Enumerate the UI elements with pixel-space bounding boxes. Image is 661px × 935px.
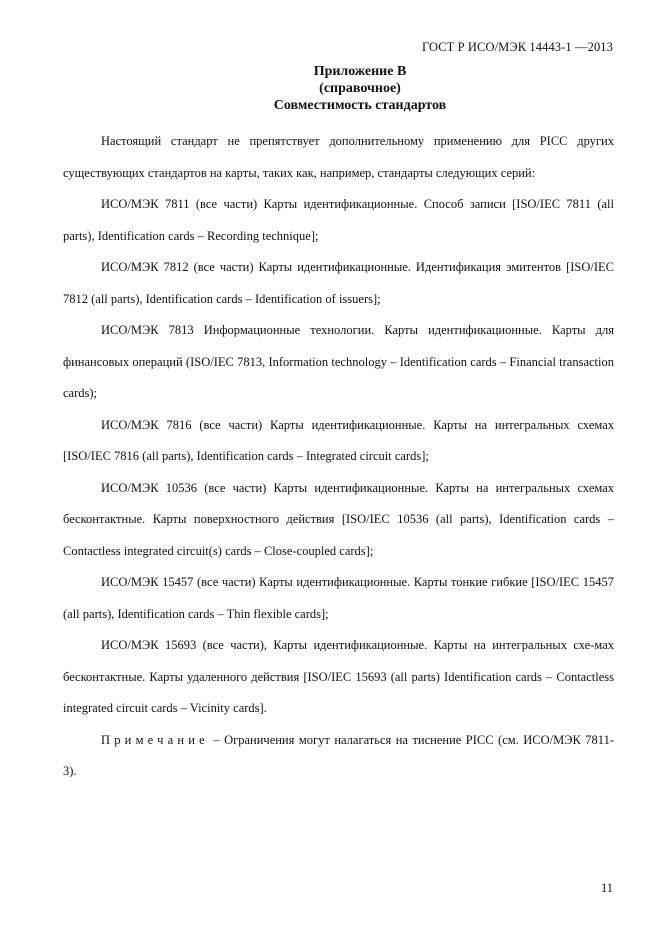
- appendix-title: Приложение В: [313, 64, 407, 79]
- note-text: – Ограничения могут налагаться на тиснение PICC (см. ИСО/МЭК 7811-3).: [63, 732, 614, 778]
- appendix-title-block: [60, 63, 660, 114]
- paragraph-iso-7816: ИСО/МЭК 7816 (все части) Карты идентификационные. Карты на интегральных схемах [ISO/IEC 7816 (all parts), Identification cards – Integrated circuit cards];: [63, 417, 614, 463]
- note-label: Примечание: [101, 732, 209, 747]
- paragraph-iso-15693: ИСО/МЭК 15693 (все части), Карты идентификационные. Карты на интегральных схе-мах бесконтактные. Карты удаленного действия [ISO/IEC 15693 (all parts) Identification cards – Contactless integrated circuit cards – Vicinity cards].: [63, 638, 614, 715]
- paragraph-iso-7813: ИСО/МЭК 7813 Информационные технологии. Карты идентификационные. Карты для финансовых операций (ISO/IEC 7813, Information technology – Identification cards – Financial transaction cards);: [63, 323, 614, 400]
- paragraph-iso-10536: ИСО/МЭК 10536 (все части) Карты идентификационные. Карты на интегральных схемах бесконтактные. Карты поверхностного действия [ISO/IEC 10536 (all parts), Identification cards – Contactless integrated circuit(s) cards – Close-coupled cards];: [63, 480, 614, 558]
- document-code-header: ГОСТ Р ИСО/МЭК 14443-1 —2013: [421, 40, 613, 54]
- note-paragraph: [63, 725, 614, 788]
- page-number: 11: [600, 881, 613, 895]
- appendix-status: (справочное): [319, 81, 401, 96]
- appendix-subject: Совместимость стандартов: [273, 98, 447, 113]
- paragraph-iso-7812: ИСО/МЭК 7812 (все части) Карты идентификационные. Идентификация эмитентов [ISO/IEC 7812 (all parts), Identification cards – Identification of issuers];: [63, 260, 614, 306]
- paragraph-iso-7811: ИСО/МЭК 7811 (все части) Карты идентификационные. Способ записи [ISO/IEC 7811 (all parts), Identification cards – Recording technique];: [63, 197, 614, 243]
- document-body: [63, 126, 614, 788]
- paragraph-iso-15457: ИСО/МЭК 15457 (все части) Карты идентификационные. Карты тонкие гибкие [ISO/IEC 15457 (all parts), Identification cards – Thin flexible cards];: [63, 575, 614, 621]
- paragraph-intro: Настоящий стандарт не препятствует дополнительному применению для PICC других существующих стандартов на карты, таких как, например, стандарты следующих серий:: [63, 134, 614, 180]
